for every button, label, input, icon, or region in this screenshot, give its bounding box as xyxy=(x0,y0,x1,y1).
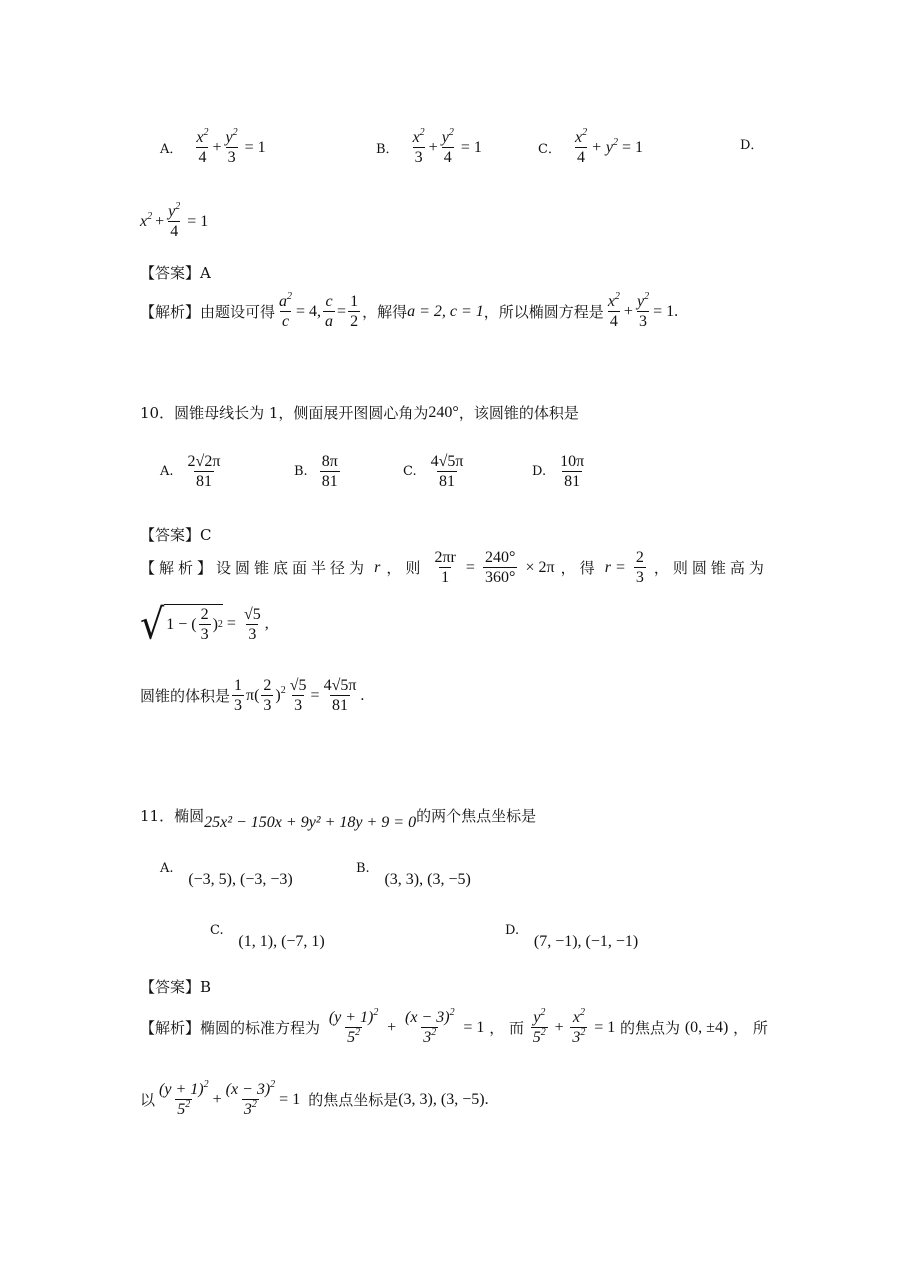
fraction: $\frac{y^2}{3}$ xyxy=(636,291,650,330)
explanation-tail: ，则圆锥高为 xyxy=(653,559,768,577)
solved-lead: ，解得 xyxy=(362,303,408,321)
denominator: 3 xyxy=(227,149,236,166)
option-value: (7, −1), (−1, −1) xyxy=(533,933,639,950)
numerator: y xyxy=(441,129,449,146)
stem-lead: 11．椭圆 xyxy=(140,806,205,825)
option-label: B. xyxy=(294,464,308,479)
numerator: x xyxy=(196,129,204,146)
fraction: $\frac{a^2}{c}$ xyxy=(279,291,293,330)
q9-option-d xyxy=(140,202,208,241)
explanation-lead: 【解析】设圆锥底面半径为 xyxy=(140,559,369,577)
fraction: $\frac{2√2\pi}{81}$ xyxy=(187,453,221,490)
focus-value: (0, ±4) xyxy=(684,1018,729,1036)
q11-option-d xyxy=(505,920,639,950)
option-value: (3, 3), (3, −5) xyxy=(384,871,471,888)
equals-four: = 4, xyxy=(296,302,322,320)
fraction: $\frac{x^2}{4}$ xyxy=(607,291,620,330)
option-label: C. xyxy=(403,464,417,479)
fraction: $\frac{c}{a}$ xyxy=(325,293,334,330)
radius-symbol: r xyxy=(374,558,381,576)
denominator: 4 xyxy=(577,149,585,166)
square-root: √ 1 − ( $\frac{2}{3}$ ) 2 xyxy=(140,599,223,649)
equals-sign: = xyxy=(337,302,347,320)
r-equals: r = xyxy=(604,558,626,576)
q10-option-d xyxy=(532,452,588,491)
pi-paren: π( xyxy=(246,686,260,704)
fraction: $\frac{2}{3}$ xyxy=(635,549,644,586)
q11-explanation-line1 xyxy=(140,1008,768,1047)
equals-sign: = xyxy=(465,558,475,576)
equals-one: = 1 xyxy=(621,138,643,156)
q11-option-b xyxy=(356,858,471,888)
q10-explanation-line3 xyxy=(140,676,364,715)
numerator: x xyxy=(412,129,420,146)
option-label: D. xyxy=(532,464,547,479)
option-label: D. xyxy=(505,923,520,938)
equals-one: = 1 xyxy=(279,1090,301,1108)
plus-sign: + xyxy=(212,1090,222,1108)
equals-sign: = xyxy=(226,615,236,632)
close-paren: )$^2$ xyxy=(275,684,286,704)
so-text: 以 xyxy=(140,1091,156,1109)
fraction: $\frac{y^2}{4}$ xyxy=(441,127,454,166)
fraction: $\frac{(x - 3)^2}{3^2}$ xyxy=(225,1079,276,1118)
q10-answer: 【答案】C xyxy=(140,526,212,544)
q9-option-d-label: D． xyxy=(740,138,764,153)
fraction: $\frac{x^2}{3^2}$ xyxy=(572,1007,586,1046)
fraction: $\frac{2}{3}$ xyxy=(263,677,272,714)
fraction: $\frac{(x - 3)^2}{3^2}$ xyxy=(405,1007,455,1046)
option-label: A． xyxy=(160,142,183,157)
option-label: B． xyxy=(376,142,399,157)
q10-option-b xyxy=(294,452,342,491)
option-value: (1, 1), (−7, 1) xyxy=(238,933,325,950)
explanation-lead: 【解析】椭圆的标准方程为 xyxy=(140,1019,321,1037)
explanation-tail: ， 所 xyxy=(733,1019,768,1037)
option-value: (−3, 5), (−3, −3) xyxy=(188,871,293,888)
equals-one: = 1 xyxy=(463,1018,485,1036)
then-text: ，则 xyxy=(386,559,425,577)
q11-explanation-line2 xyxy=(140,1080,489,1119)
stem-tail: ，该圆锥的体积是 xyxy=(458,404,579,422)
fraction: $\frac{y^2}{5^2}$ xyxy=(532,1007,546,1046)
radical-icon: √ xyxy=(140,599,165,649)
fraction: $\frac{2}{3}$ xyxy=(200,606,209,643)
q10-option-a xyxy=(160,452,224,491)
fraction: $\frac{4√5\pi}{81}$ xyxy=(323,677,357,714)
numerator: y xyxy=(225,129,233,146)
fraction: $\frac{x^2}{4}$ xyxy=(196,127,209,166)
q9-option-a xyxy=(160,128,266,167)
fraction: $\frac{(y + 1)^2}{5^2}$ xyxy=(159,1079,209,1118)
period: . xyxy=(484,1090,489,1108)
fraction: $\frac{√5}{3}$ xyxy=(289,677,307,714)
stem-equation: 25x² − 150x + 9y² + 18y + 9 = 0 xyxy=(204,814,417,831)
denominator: 4 xyxy=(443,149,452,166)
q11-stem xyxy=(140,798,536,832)
plus-sign: + xyxy=(554,1018,564,1036)
denominator: 3 xyxy=(414,149,423,166)
fraction: $\frac{x^2}{4}$ xyxy=(574,127,588,166)
fraction: $\frac{240^\circ}{360^\circ}$ xyxy=(485,549,516,586)
q9-option-b xyxy=(376,128,482,167)
denominator: 4 xyxy=(170,223,179,240)
period: . xyxy=(360,686,365,704)
fraction: $\frac{10\pi}{81}$ xyxy=(560,453,585,490)
times-two-pi: × 2π xyxy=(525,558,555,576)
foci-text: 的焦点为 xyxy=(620,1019,681,1037)
q9-option-c xyxy=(538,128,643,167)
option-label: A. xyxy=(160,861,174,876)
equals-one: = 1. xyxy=(653,302,679,320)
option-label: A. xyxy=(160,464,174,479)
option-label: B. xyxy=(356,861,370,876)
q9-answer: 【答案】A xyxy=(140,264,211,282)
fraction: $\frac{(y + 1)^2}{5^2}$ xyxy=(328,1007,379,1046)
fraction: $\frac{2\pi r}{1}$ xyxy=(434,549,456,586)
q10-explanation-line2 xyxy=(140,599,269,649)
plus-sign: + xyxy=(428,138,438,156)
plus-sign: + xyxy=(212,138,222,156)
equals-one: = 1 xyxy=(244,138,266,156)
explanation-tail: ，所以椭圆方程是 xyxy=(483,303,604,321)
q11-answer: 【答案】B xyxy=(140,978,212,996)
foci-coord-text: 的焦点坐标是 xyxy=(308,1091,399,1109)
plus-y-term: + $y^2$ xyxy=(591,136,618,156)
q11-option-c xyxy=(210,920,325,950)
while-text: ， 而 xyxy=(489,1019,524,1037)
numerator: x xyxy=(574,129,583,146)
q10-explanation-line1 xyxy=(140,548,768,587)
equals-one: = 1 xyxy=(187,212,209,230)
option-label: C． xyxy=(538,142,561,157)
q10-option-c xyxy=(403,452,467,491)
volume-lead: 圆锥的体积是 xyxy=(140,687,231,705)
q11-option-a xyxy=(160,858,293,888)
fraction: $\frac{1}{2}$ xyxy=(350,293,359,330)
foci-values: (3, 3), (3, −5) xyxy=(398,1090,485,1108)
fraction: $\frac{1}{3}$ xyxy=(234,677,243,714)
fraction: $\frac{y^2}{3}$ xyxy=(225,127,238,166)
equals-one: = 1 xyxy=(594,1018,616,1036)
fraction: $\frac{8\pi}{81}$ xyxy=(321,453,338,490)
plus-sign: + xyxy=(387,1018,397,1036)
x-squared: $x^2$ xyxy=(140,210,153,230)
q10-stem xyxy=(140,402,579,423)
get-text: ，得 xyxy=(560,559,599,577)
comma: , xyxy=(264,615,269,632)
stem-angle: 240° xyxy=(428,403,459,421)
denominator: 4 xyxy=(198,149,207,166)
stem-tail: 的两个焦点坐标是 xyxy=(416,806,537,825)
numerator: y xyxy=(168,203,176,220)
option-label: C. xyxy=(210,923,224,938)
fraction: $\frac{x^2}{3}$ xyxy=(412,127,425,166)
fraction: $\frac{4√5\pi}{81}$ xyxy=(430,453,464,490)
solved-values: a = 2, c = 1 xyxy=(407,302,484,320)
fraction: $\frac{√5}{3}$ xyxy=(243,605,261,643)
fraction: $\frac{y^2}{4}$ xyxy=(168,201,181,240)
plus-sign: + xyxy=(155,212,165,230)
explanation-lead: 【解析】由题设可得 xyxy=(140,303,276,321)
equals-sign: = xyxy=(310,686,320,704)
stem-lead: 10．圆锥母线长为 1，侧面展开图圆心角为 xyxy=(140,404,429,422)
plus-sign: + xyxy=(623,302,633,320)
q9-explanation xyxy=(140,292,678,331)
equals-one: = 1 xyxy=(460,138,482,156)
